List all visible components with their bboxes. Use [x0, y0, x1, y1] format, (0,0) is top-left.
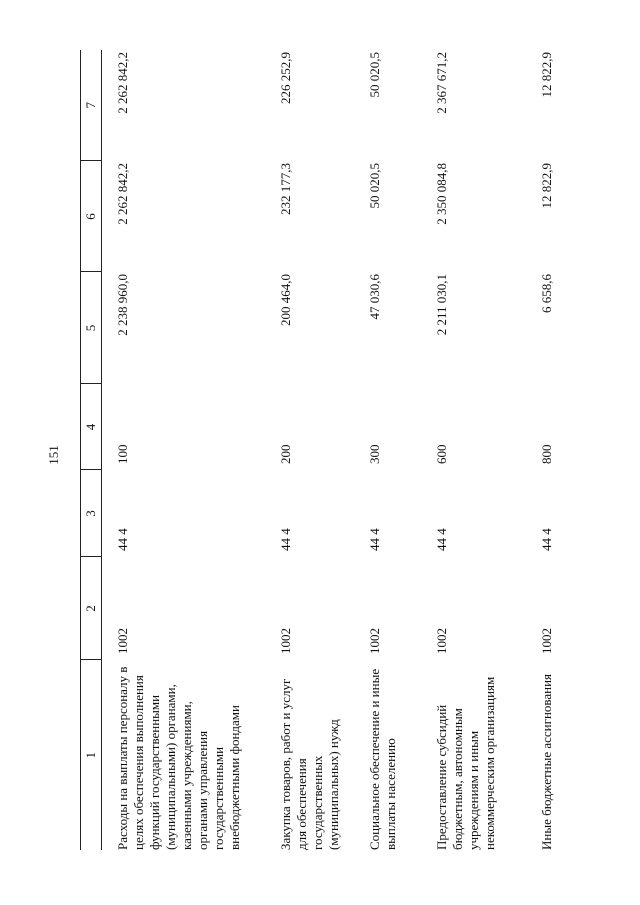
row-amount-col7: 50 020,5 — [367, 52, 382, 98]
row-amount-col6: 232 177,3 — [278, 163, 293, 215]
row-target-code: 44 4 — [367, 528, 382, 551]
row-name: Закупка товаров, работ и услуг для обеспечения государственных (муниципальных) нужд — [278, 678, 341, 850]
row-expense-type: 300 — [367, 444, 382, 464]
row-amount-col5: 47 030,6 — [367, 274, 382, 320]
row-amount-col7: 12 822,9 — [539, 52, 554, 98]
row-name: Иные бюджетные ассигнования — [539, 673, 554, 850]
row-section-code: 1002 — [434, 628, 449, 654]
row-name: Расходы на выплаты персоналу в целях обеспечения выполнения функций государственными (муниципальными) органами, казенными учреждениями, органами управления государственными внебюджетными фондами — [115, 666, 242, 850]
table-row — [102, 50, 266, 850]
page-number: 151 — [46, 445, 61, 465]
row-name: Социальное обеспечение и иные выплаты населению — [367, 668, 398, 850]
row-section-code: 1002 — [278, 628, 293, 654]
row-amount-col7: 2 262 842,2 — [115, 52, 130, 114]
row-target-code: 44 4 — [434, 528, 449, 551]
row-amount-col6: 12 822,9 — [539, 163, 554, 209]
table-row — [354, 50, 421, 850]
row-section-code: 1002 — [115, 628, 130, 654]
row-amount-col5: 2 238 960,0 — [115, 274, 130, 336]
row-target-code: 44 4 — [115, 528, 130, 551]
row-amount-col7: 226 252,9 — [278, 52, 293, 104]
row-section-code: 1002 — [367, 628, 382, 654]
header-col-1: 1 — [81, 660, 102, 850]
row-section-code: 1002 — [539, 628, 554, 654]
header-col-6: 6 — [81, 161, 102, 272]
header-col-7: 7 — [81, 50, 102, 161]
row-expense-type: 100 — [115, 444, 130, 464]
row-expense-type: 200 — [278, 444, 293, 464]
row-amount-col5: 2 211 030,1 — [434, 274, 449, 336]
row-amount-col7: 2 367 671,2 — [434, 52, 449, 114]
row-amount-col6: 50 020,5 — [367, 163, 382, 209]
row-target-code: 44 4 — [539, 528, 554, 551]
header-col-4: 4 — [81, 384, 102, 470]
row-expense-type: 800 — [539, 444, 554, 464]
rotated-table-container — [80, 50, 620, 850]
row-amount-col5: 6 658,6 — [539, 274, 554, 313]
row-expense-type: 600 — [434, 444, 449, 464]
row-name: Предоставление субсидий бюджетным, автономным учреждениям и иным некоммерческим организациям — [434, 676, 497, 850]
header-col-2: 2 — [81, 557, 102, 660]
row-amount-col6: 2 262 842,2 — [115, 163, 130, 225]
budget-table — [80, 50, 599, 850]
header-col-3: 3 — [81, 470, 102, 557]
table-wrapper — [80, 50, 620, 850]
table-row — [526, 50, 599, 850]
table-row — [265, 50, 354, 850]
row-amount-col5: 200 464,0 — [278, 274, 293, 326]
header-col-5: 5 — [81, 272, 102, 384]
row-target-code: 44 4 — [278, 528, 293, 551]
row-amount-col6: 2 350 084,8 — [434, 163, 449, 225]
table-row — [421, 50, 526, 850]
table-header-row — [81, 50, 102, 850]
